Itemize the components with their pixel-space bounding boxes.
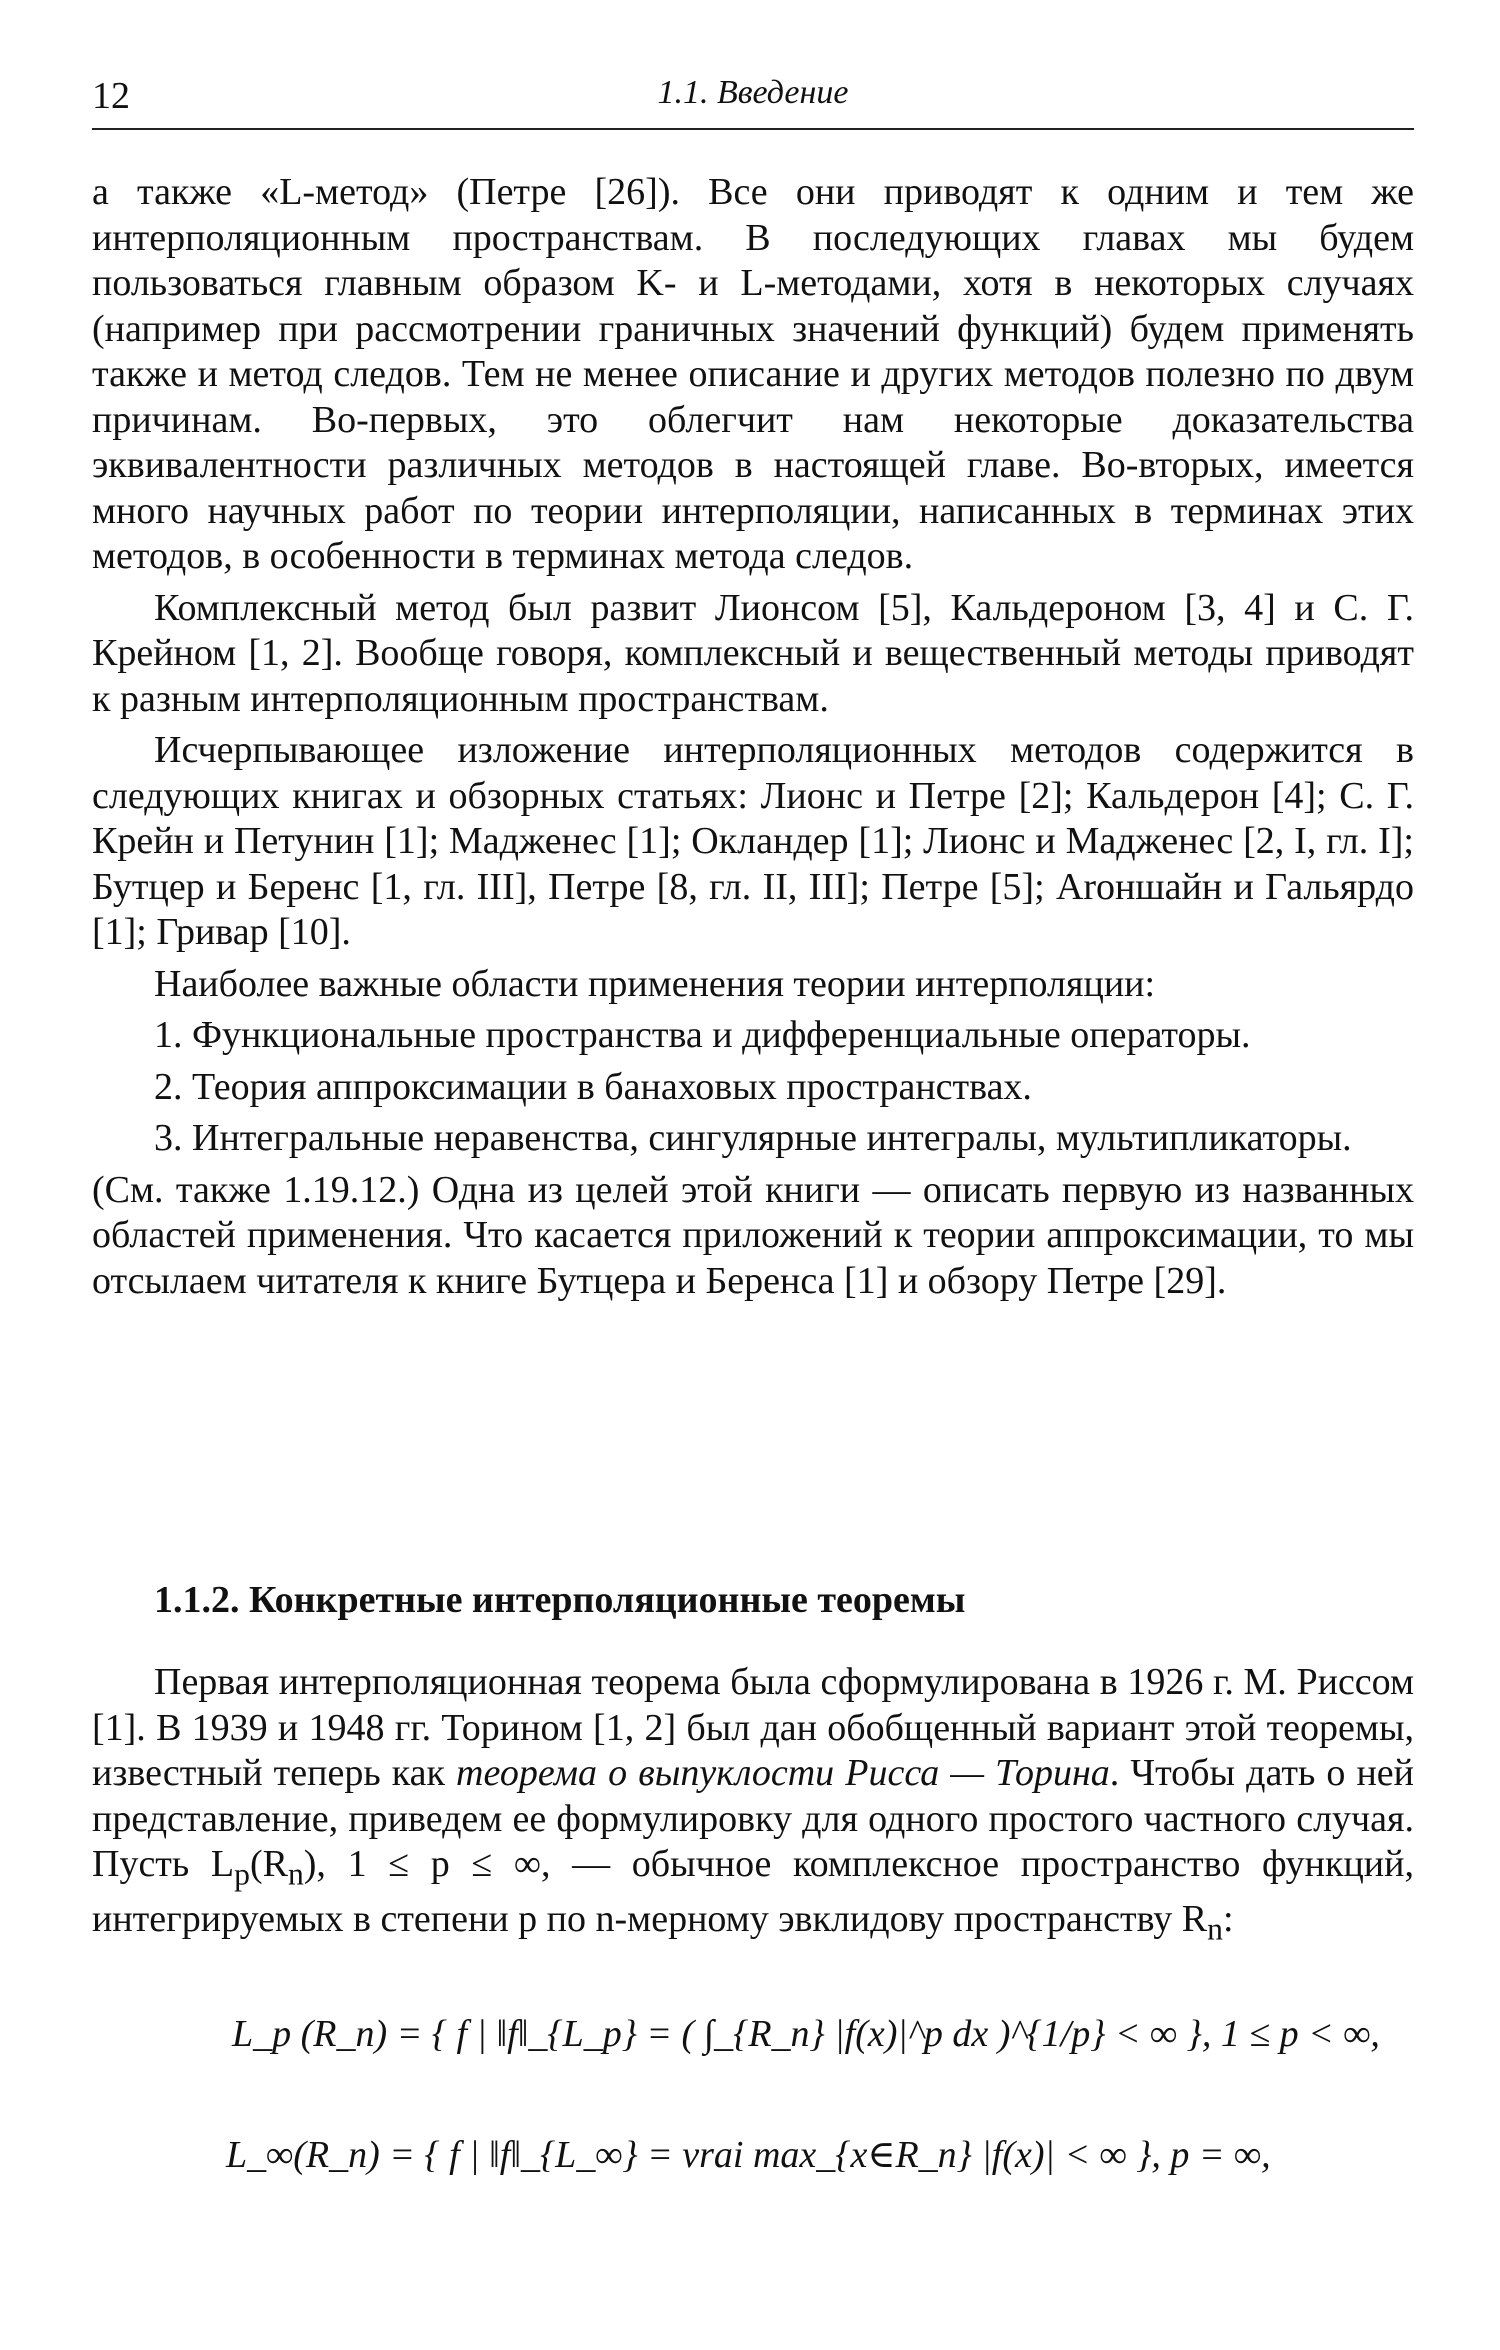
section-text-d: ), 1 ≤ p ≤ ∞, — обычное комплексное пространство функций, интегрируемых в степени p по n-мерному эвклидову пространству R xyxy=(92,1843,1414,1941)
section-body xyxy=(92,1660,1414,1952)
paragraph-2: Комплексный метод был развит Лионсом [5], Кальдероном [3, 4] и С. Г. Крейном [1, 2]. Вообще говоря, комплексный и вещественный методы приводят к разным интерполяционным пространствам. xyxy=(92,586,1414,720)
formula-lp: L_p (R_n) = { f | ‖f‖_{L_p} = ( ∫_{R_n} |f(x)|^p dx )^{1/p} < ∞ }, 1 ≤ p < ∞, xyxy=(232,2013,1380,2055)
rn-subscript: n xyxy=(287,1856,304,1892)
header-rule xyxy=(92,128,1414,130)
list-item-2: 2. Теория аппроксимации в банаховых пространствах. xyxy=(154,1065,1032,1108)
list-item-3: 3. Интегральные неравенства, сингулярные интегралы, мультипликаторы. xyxy=(154,1117,1352,1159)
section-text-e: : xyxy=(1222,1898,1234,1941)
section-text-b: . Чтобы дать о ней представление, приведем ее формулировку для одного простого частного случая. Пусть L xyxy=(92,1752,1414,1885)
lp-subscript: p xyxy=(234,1856,250,1892)
paragraph-5: (См. также 1.19.12.) Одна из целей этой книги — описать первую из названных областей применения. Что касается приложений к теории аппроксимации, то мы отсылаем читателя к книге Бутцера и Беренса [1] и обзору Петре [29]. xyxy=(92,1168,1414,1302)
page-header xyxy=(92,68,1414,128)
list-item-1: 1. Функциональные пространства и дифференциальные операторы. xyxy=(154,1014,1251,1056)
section-text-a: Первая интерполяционная теорема была сформулирована в 1926 г. М. Риссом [1]. В 1939 и 1948 гг. Торином [1, 2] был дан обобщенный вариант этой теоремы, известный теперь как xyxy=(92,1661,1414,1794)
paragraph-1: а также «L-метод» (Петре [26]). Все они приводят к одним и тем же интерполяционным пространствам. В последующих главах мы будем пользоваться главным образом K- и L-методами, хотя в некоторых случаях (например при рассмотрении граничных значений функций) будем применять также и метод следов. Тем не менее описание и других методов полезно по двум причинам. Во-первых, это облегчит нам некоторые доказательства эквивалентности различных методов в настоящей главе. Во-вторых, имеется много научных работ по теории интерполяции, написанных в терминах этих методов, в особенности в терминах метода следов. xyxy=(92,171,1414,577)
page-number: 12 xyxy=(92,75,130,117)
section-title: 1.1.2. Конкретные интерполяционные теоремы xyxy=(154,1579,966,1621)
paragraph-3: Исчерпывающее изложение интерполяционных методов содержится в следующих книгах и обзорных статьях: Лионс и Петре [2]; Кальдерон [4]; С. Г. Крейн и Петунин [1]; Мадженес [1]; Окландер [1]; Лионс и Мадженес [2, I, гл. I]; Бутцер и Беренс [1, гл. III], Петре [8, гл. II, III]; Петре [5]; Аroншайн и Гальярдо [1]; Гривар [10]. xyxy=(92,729,1414,953)
rn-subscript-2: n xyxy=(1207,1911,1223,1947)
running-title: 1.1. Введение xyxy=(657,74,849,111)
formula-linf: L_∞(R_n) = { f | ‖f‖_{L_∞} = vrai max_{x∈R_n} |f(x)| < ∞ }, p = ∞, xyxy=(226,2134,1271,2176)
body-text xyxy=(92,170,1414,1304)
paragraph-4: Наиболее важные области применения теории интерполяции: xyxy=(154,962,1156,1005)
section-text-c: (R xyxy=(249,1843,288,1885)
section-paragraph xyxy=(92,1660,1414,1952)
theorem-name: теорема о выпуклости Рисса — Торина xyxy=(456,1752,1110,1794)
